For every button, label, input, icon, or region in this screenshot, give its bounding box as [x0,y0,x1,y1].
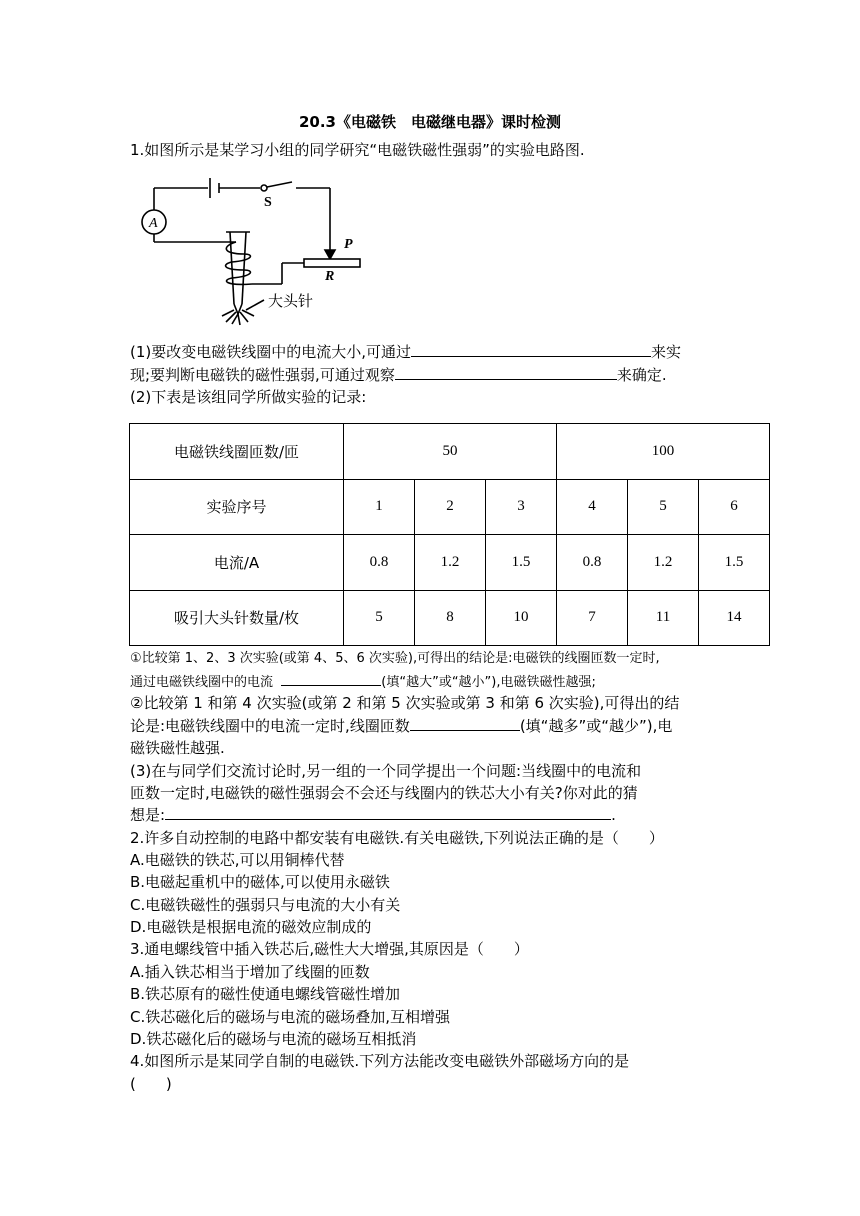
switch-label: S [264,195,272,210]
q1-conclusion1-line2: 通过电磁铁线圈中的电流 (填“越大”或“越小”),电磁铁磁性越强; [130,670,596,694]
q1-conclusion1-line1: ①比较第 1、2、3 次实验(或第 4、5、6 次实验),可得出的结论是:电磁铁的线圈匝数一定时, [130,651,660,666]
table-cell: 14 [699,590,770,646]
q2-option-a: A.电磁铁的铁芯,可以用铜棒代替 [130,851,345,869]
table-cell: 1.5 [486,535,557,591]
table-cell: 0.8 [557,535,628,591]
table-cell: 4 [557,479,628,535]
ammeter-label: A [149,216,158,231]
q3-option-b: B.铁芯原有的磁性使通电螺线管磁性增加 [130,985,401,1003]
q1-part3-line3: 想是: . [130,806,616,824]
table-cell: 0.8 [344,535,415,591]
table-cell: 11 [628,590,699,646]
q3-option-c: C.铁芯磁化后的磁场与电流的磁场叠加,互相增强 [130,1008,451,1026]
q1-conclusion2-line1: ②比较第 1 和第 4 次实验(或第 2 和第 5 次实验或第 3 和第 6 次实验),可得出的结 [130,694,680,712]
rheostat-label: R [325,269,335,284]
answer-blank-3[interactable] [281,670,381,686]
table-cell: 5 [344,590,415,646]
q1-part3-line1: (3)在与同学们交流讨论时,另一组的一个同学提出一个问题:当线圈中的电流和 [130,762,642,780]
q1-part1-line1: (1)要改变电磁铁线圈中的电流大小,可通过 来实 [130,343,682,361]
q4-paren: ( ) [130,1075,172,1093]
table-row [130,424,770,480]
table-cell: 8 [415,590,486,646]
table-cell: 3 [486,479,557,535]
slider-label: P [344,237,353,252]
table-cell: 5 [628,479,699,535]
q3-option-a: A.插入铁芯相当于增加了线圈的匝数 [130,963,370,981]
experiment-table [129,423,770,646]
table-cell: 7 [557,590,628,646]
row-label-seq: 实验序号 [130,479,344,535]
q3-option-d: D.铁芯磁化后的磁场与电流的磁场互相抵消 [130,1030,417,1048]
table-row [130,590,770,646]
answer-blank-5[interactable] [165,804,611,820]
row-label-pins: 吸引大头针数量/枚 [130,590,344,646]
q1-conclusion2-line2: 论是:电磁铁线圈中的电流一定时,线圈匝数 (填“越多”或“越少”),电 [130,717,673,735]
table-cell: 1.2 [628,535,699,591]
turns-100: 100 [557,424,770,480]
table-row [130,479,770,535]
circuit-diagram [134,176,370,326]
table-cell: 6 [699,479,770,535]
pins-label: 大头针 [268,292,314,310]
q2-option-c: C.电磁铁磁性的强弱只与电流的大小有关 [130,896,401,914]
table-cell: 1.2 [415,535,486,591]
q1-part1-line2: 现;要判断电磁铁的磁性强弱,可通过观察 来确定. [130,366,667,384]
table-cell: 10 [486,590,557,646]
answer-blank-2[interactable] [395,364,617,380]
table-row [130,535,770,591]
table-cell: 1 [344,479,415,535]
row-label-current: 电流/A [130,535,344,591]
answer-blank-1[interactable] [411,341,651,357]
q2-option-d: D.电磁铁是根据电流的磁效应制成的 [130,918,372,936]
q1-part2-intro: (2)下表是该组同学所做实验的记录: [130,388,367,406]
table-cell: 2 [415,479,486,535]
table-cell: 1.5 [699,535,770,591]
q1-part3-line2: 匝数一定时,电磁铁的磁性强弱会不会还与线圈内的铁芯大小有关?你对此的猜 [130,784,638,802]
q3-stem: 3.通电螺线管中插入铁芯后,磁性大大增强,其原因是（ ） [130,940,529,958]
q2-option-b: B.电磁起重机中的磁体,可以使用永磁铁 [130,873,390,891]
answer-blank-4[interactable] [410,715,520,731]
q1-intro: 1.如图所示是某学习小组的同学研究“电磁铁磁性强弱”的实验电路图. [130,141,585,159]
q2-stem: 2.许多自动控制的电路中都安装有电磁铁.有关电磁铁,下列说法正确的是（ ） [130,829,664,847]
page-title: 20.3《电磁铁 电磁继电器》课时检测 [298,113,561,131]
row-label-turns: 电磁铁线圈匝数/匝 [130,424,344,480]
q4-stem: 4.如图所示是某同学自制的电磁铁.下列方法能改变电磁铁外部磁场方向的是 [130,1052,630,1070]
q1-conclusion2-line3: 磁铁磁性越强. [130,739,225,757]
turns-50: 50 [344,424,557,480]
